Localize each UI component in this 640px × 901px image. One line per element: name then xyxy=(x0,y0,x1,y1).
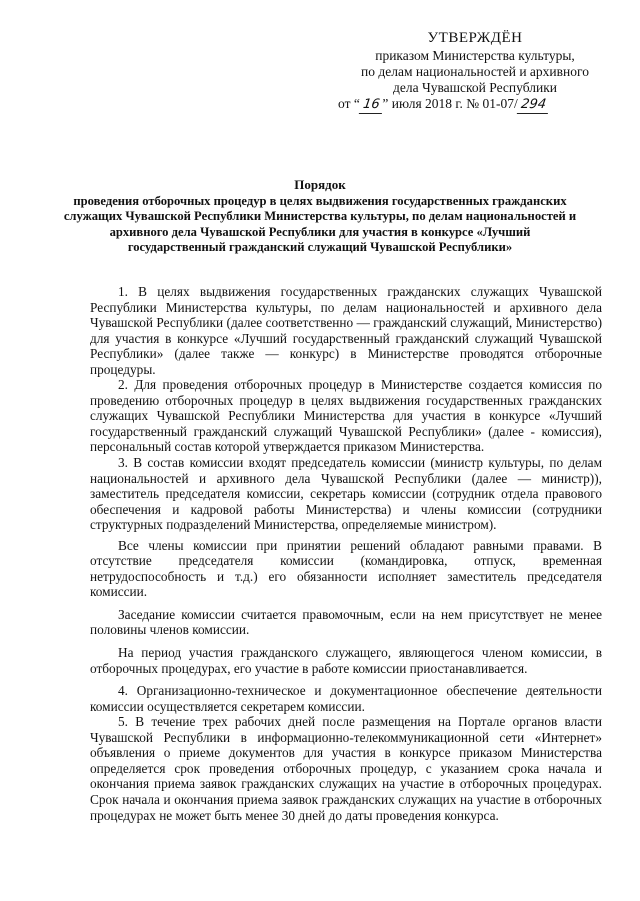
paragraph-2: 2. Для проведения отборочных процедур в Министерстве создается комиссия по проведению отборочных процедур в целях выдвижения государственных гражданских служащих Чувашской Республики Министерства для участия в конкурсе «Лучший государственный гражданский служащий Чувашской Республики» (далее - комиссия), персональный состав которой утверждается приказом Министерства. xyxy=(90,377,602,455)
approval-title: УТВЕРЖДЁН xyxy=(427,30,523,46)
document-body xyxy=(90,284,602,823)
date-prefix: от “ xyxy=(338,96,360,111)
date-middle: ” июля 2018 г. № 01-07/ xyxy=(382,96,518,111)
paragraph-3-members: Все члены комиссии при принятии решений обладают равными правами. В отсутствие председателя комиссии (командировка, отпуск, временная нетрудоспособность и т.д.) его обязанности исполняет заместитель председателя комиссии. xyxy=(90,537,602,600)
paragraph-3-suspension: На период участия гражданского служащего, являющегося членом комиссии, в отборочных процедурах, его участие в работе комиссии приостанавливается. xyxy=(90,645,602,676)
paragraph-5: 5. В течение трех рабочих дней после размещения на Портале органов власти Чувашской Республики в информационно-телекоммуникационной сети «Интернет» объявления о приеме документов для участия в конкурсе приказом Министерства определяется срок проведения отборочных процедур, с указанием срока начала и окончания приема заявок гражданских служащих на участие в отборочных процедурах. Срок начала и окончания приема заявок гражданских служащих на участие в отборочных процедурах не может быть менее 30 дней до даты проведения конкурса. xyxy=(90,714,602,823)
approval-stamp-block xyxy=(330,30,620,114)
document-heading xyxy=(60,177,580,256)
heading-title: Порядок xyxy=(294,177,346,192)
handwritten-number: 294 xyxy=(517,97,550,114)
handwritten-day: 16 xyxy=(359,97,384,114)
approval-date-line xyxy=(330,96,620,114)
paragraph-3-quorum: Заседание комиссии считается правомочным, если на нем присутствует не менее половины членов комиссии. xyxy=(90,606,602,638)
approval-line-2: по делам национальностей и архивного xyxy=(361,64,589,79)
heading-subtitle: проведения отборочных процедур в целях выдвижения государственных гражданских служащих Чувашской Республики Министерства культуры, по делам национальностей и архивного дела Чувашской Республики для участия в конкурсе «Лучший государственный гражданский служащий Чувашской Республики» xyxy=(63,193,577,255)
approval-line-3: дела Чувашской Республики xyxy=(392,80,557,95)
paragraph-3: 3. В состав комиссии входят председатель комиссии (министр культуры, по делам национальностей и архивного дела Чувашской Республики (далее — министр)), заместитель председателя комиссии, секретарь комиссии (сотрудник отдела правового обеспечения и кадровой работы Министерства) и члены комиссии (сотрудники структурных подразделений Министерства, определяемые министром). xyxy=(90,455,602,533)
paragraph-1: 1. В целях выдвижения государственных гражданских служащих Чувашской Республики Министерства культуры, по делам национальностей и архивного дела Чувашской Республики (далее соответственно — гражданский служащий, Министерство) для участия в конкурсе «Лучший государственный гражданский служащий Чувашской Республики» (далее также — конкурс) в Министерстве проводятся отборочные процедуры. xyxy=(90,284,602,377)
paragraph-4: 4. Организационно-техническое и документационное обеспечение деятельности комиссии осуществляется секретарем комиссии. xyxy=(90,683,602,714)
approval-line-1: приказом Министерства культуры, xyxy=(375,48,575,63)
